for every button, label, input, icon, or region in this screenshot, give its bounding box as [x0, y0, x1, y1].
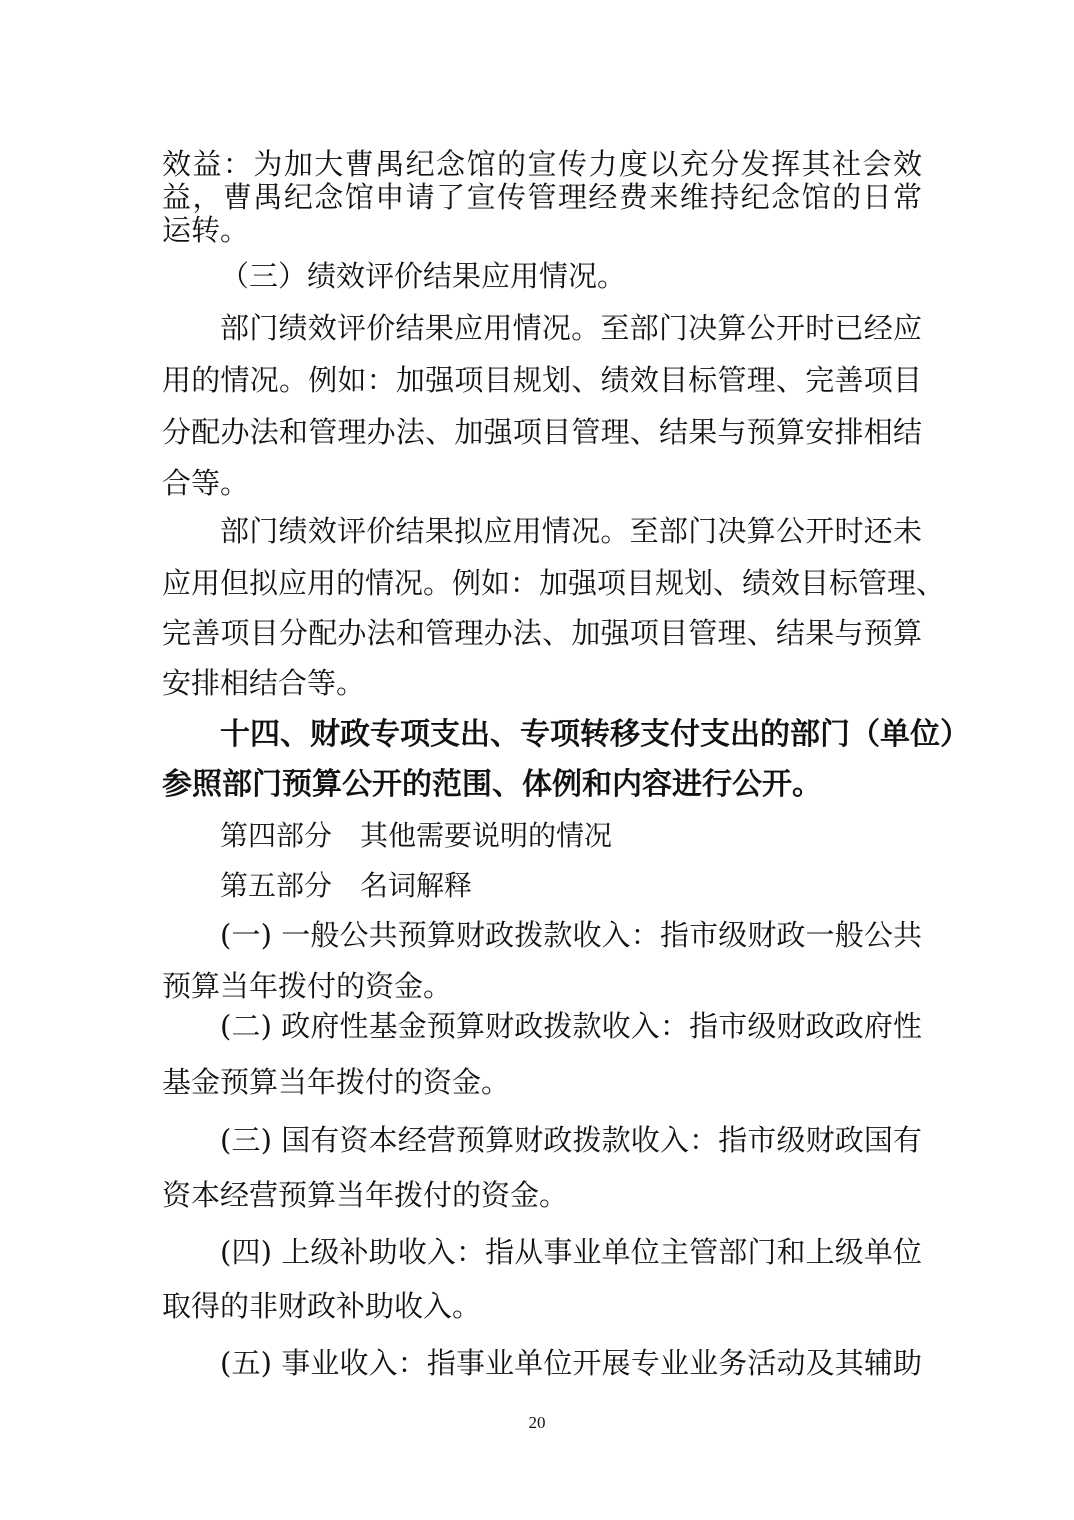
- definition-line: (二) 政府性基金预算财政拨款收入：指市级财政政府性: [220, 1009, 922, 1043]
- body-text-line: 部门绩效评价结果应用情况。至部门决算公开时已经应: [220, 311, 922, 345]
- body-text-line: 部门绩效评价结果拟应用情况。至部门决算公开时还未: [220, 514, 922, 548]
- body-text-line: 安排相结合等。: [162, 666, 366, 700]
- part-heading: 第四部分 其他需要说明的情况: [220, 819, 613, 852]
- definition-line: 预算当年拨付的资金。: [162, 969, 453, 1003]
- part-heading: 第五部分 名词解释: [220, 869, 473, 902]
- body-text-line: 益，曹禺纪念馆申请了宣传管理经费来维持纪念馆的日常: [162, 180, 922, 214]
- definition-line: 资本经营预算当年拨付的资金。: [162, 1178, 569, 1212]
- body-text-line: 分配办法和管理办法、加强项目管理、结果与预算安排相结: [162, 415, 922, 449]
- definition-line: 基金预算当年拨付的资金。: [162, 1065, 511, 1099]
- bold-heading-line: 参照部门预算公开的范围、体例和内容进行公开。: [162, 767, 822, 802]
- body-text-line: 运转。: [162, 213, 250, 247]
- bold-heading-line: 十四、财政专项支出、专项转移支付支出的部门（单位）: [220, 717, 970, 752]
- definition-line: (四) 上级补助收入：指从事业单位主管部门和上级单位: [220, 1235, 922, 1269]
- body-text-line: 效益：为加大曹禺纪念馆的宣传力度以充分发挥其社会效: [162, 147, 922, 181]
- section-heading: （三）绩效评价结果应用情况。: [220, 259, 627, 293]
- definition-line: (五) 事业收入：指事业单位开展专业业务活动及其辅助: [220, 1346, 922, 1380]
- body-text-line: 应用但拟应用的情况。例如：加强项目规划、绩效目标管理、: [162, 566, 946, 600]
- page-number: 20: [528, 1413, 546, 1432]
- body-text-line: 完善项目分配办法和管理办法、加强项目管理、结果与预算: [162, 616, 922, 650]
- body-text-line: 用的情况。例如：加强项目规划、绩效目标管理、完善项目: [162, 363, 922, 397]
- body-text-line: 合等。: [162, 466, 250, 500]
- definition-line: (三) 国有资本经营预算财政拨款收入：指市级财政国有: [220, 1123, 922, 1157]
- definition-line: 取得的非财政补助收入。: [162, 1289, 482, 1323]
- definition-line: (一) 一般公共预算财政拨款收入：指市级财政一般公共: [220, 918, 922, 952]
